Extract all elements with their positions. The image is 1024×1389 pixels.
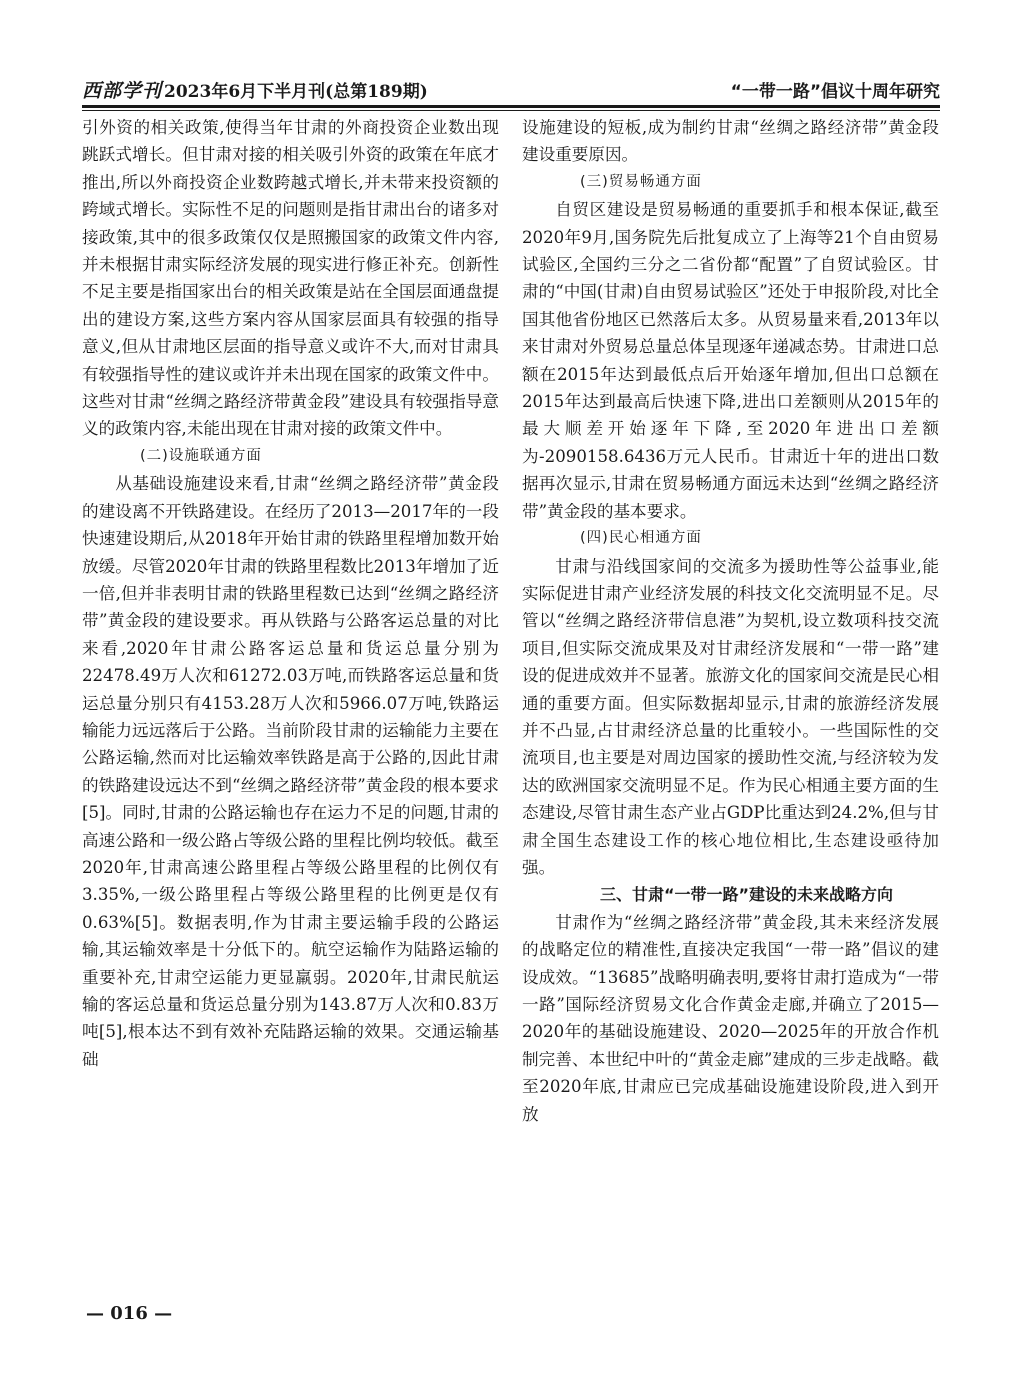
paragraph: 甘肃与沿线国家间的交流多为援助性等公益事业,能实际促进甘肃产业经济发展的科技文化交流明显不足。尽管以“丝绸之路经济带信息港”为契机,设立数项科技交流项目,但实际交流成果及对甘肃经济发展和“一带一路”建设的促进成效并不显著。旅游文化的国家间交流是民心相通的重要方面。但实际数据却显示,甘肃的旅游经济发展并不凸显,占甘肃经济总量的比重较小。一些国际性的交流项目,也主要是对周边国家的援助性交流,与经济较为发达的欧洲国家交流明显不足。作为民心相通主要方面的生态建设,尽管甘肃生态产业占GDP比重达到24.2%,但与甘肃全国生态建设工作的核心地位相比,生态建设亟待加强。 — [522, 556, 939, 877]
paragraph: 自贸区建设是贸易畅通的重要抓手和根本保证,截至2020年9月,国务院先后批复成立了上海等21个自由贸易试验区,全国约三分之二省份都“配置”了自贸试验区。甘肃的“中国(甘肃)自由贸易试验区”还处于申报阶段,对比全国其他省份地区已然落后太多。从贸易量来看,2013年以来甘肃对外贸易总量总体呈现逐年递减态势。甘肃进口总额在2015年达到最低点后开始逐年增加,但出口总额在2015年达到最高后快速下降,进出口差额则从2015年的最大顺差开始逐年下降,至2020年进出口差额为-2090158.6436万元人民币。甘肃近十年的进出口数据再次显示,甘肃在贸易畅通方面远未达到“丝绸之路经济带”黄金段的基本要求。 — [522, 200, 939, 521]
subheading-facilities: (二)设施联通方面 — [140, 447, 262, 464]
left-column — [82, 114, 499, 1294]
paragraph: 甘肃作为“丝绸之路经济带”黄金段,其未来经济发展的战略定位的精准性,直接决定我国“一带一路”倡议的建设成效。“13685”战略明确表明,要将甘肃打造成为“一带一路”国际经济贸易文化合作黄金走廊,并确立了2015—2020年的基础设施建设、2020—2025年的开放合作机制完善、本世纪中叶的“黄金走廊”建成的三步走战略。截至2020年底,甘肃应已完成基础设施建设阶段,进入到开放 — [522, 912, 939, 1124]
page-number: — 016 — — [86, 1303, 173, 1324]
subheading-people: (四)民心相通方面 — [580, 530, 702, 547]
issue-info: 2023年6月下半月刊(总第189期) — [164, 81, 428, 102]
header-rule-thick — [82, 105, 940, 108]
journal-info — [82, 76, 428, 103]
paragraph: 引外资的相关政策,使得当年甘肃的外商投资企业数出现跳跃式增长。但甘肃对接的相关吸引外资的政策在年底才推出,所以外商投资企业数跨越式增长,并未带来投资额的跨域式增长。实际性不足的问题则是指甘肃出台的诸多对接政策,其中的很多政策仅仅是照搬国家的政策文件内容,并未根据甘肃实际经济发展的现实进行修正补充。创新性不足主要是指国家出台的相关政策是站在全国层面通盘提出的建设方案,这些方案内容从国家层面具有较强的指导意义,但从甘肃地区层面的指导意义或许不大,而对甘肃具有较强指导性的建议或许并未出现在国家的政策文件中。这些对甘肃“丝绸之路经济带黄金段”建设具有较强指导意义的政策内容,未能出现在甘肃对接的政策文件中。 — [82, 118, 499, 439]
journal-logo: 西部学刊 — [82, 79, 163, 102]
section-title: “一带一路”倡议十周年研究 — [730, 81, 940, 102]
header-rule-thin — [82, 110, 940, 111]
subheading-trade: (三)贸易畅通方面 — [580, 173, 702, 190]
section-heading: 三、甘肃“一带一路”建设的未来战略方向 — [599, 885, 894, 905]
paragraph: 设施建设的短板,成为制约甘肃“丝绸之路经济带”黄金段建设重要原因。 — [522, 118, 939, 165]
running-header — [82, 74, 940, 104]
right-column — [522, 114, 939, 1294]
paragraph: 从基础设施建设来看,甘肃“丝绸之路经济带”黄金段的建设离不开铁路建设。在经历了2013—2017年的一段快速建设期后,从2018年开始甘肃的铁路里程增加数开始放缓。尽管2020年甘肃的铁路里程数比2013年增加了近一倍,但并非表明甘肃的铁路里程数已达到“丝绸之路经济带”黄金段的建设要求。再从铁路与公路客运总量的对比来看,2020年甘肃公路客运总量和货运总量分别为22478.49万人次和61272.03万吨,而铁路客运总量和货运总量分别只有4153.28万人次和5966.07万吨,铁路运输能力远远落后于公路。当前阶段甘肃的运输能力主要在公路运输,然而对比运输效率铁路是高于公路的,因此甘肃的铁路建设远达不到“丝绸之路经济带”黄金段的根本要求[5]。同时,甘肃的公路运输也存在运力不足的问题,甘肃的高速公路和一级公路占等级公路的里程比例均较低。截至2020年,甘肃高速公路里程占等级公路里程的比例仅有3.35%,一级公路里程占等级公路里程的比例更是仅有0.63%[5]。数据表明,作为甘肃主要运输手段的公路运输,其运输效率是十分低下的。航空运输作为陆路运输的重要补充,甘肃空运能力更显羸弱。2020年,甘肃民航运输的客运总量和货运总量分别为143.87万人次和0.83万吨[5],根本达不到有效补充陆路运输的效果。交通运输基础 — [82, 474, 499, 1069]
